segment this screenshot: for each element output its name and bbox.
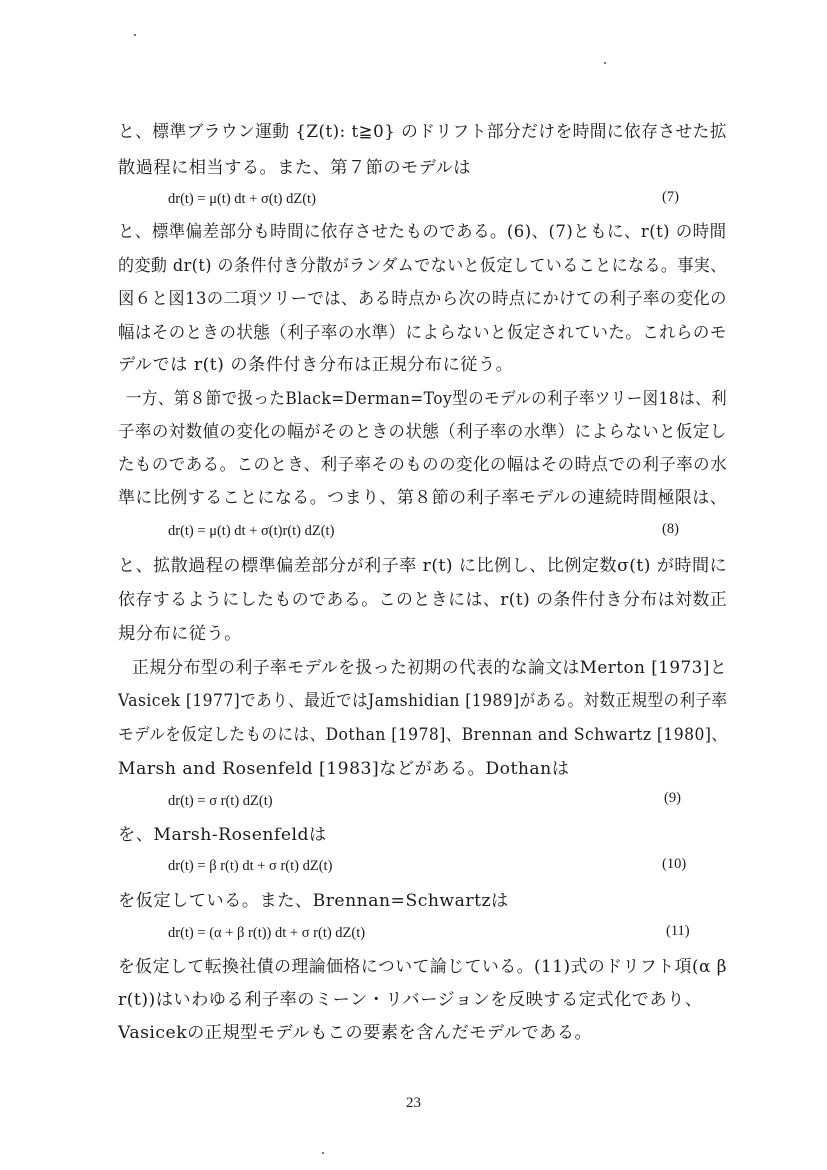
scan-speck bbox=[604, 62, 606, 64]
body-text-line: デルでは r(t) の条件付き分布は正規分布に従う。 bbox=[118, 355, 514, 375]
body-text-line: と、拡散過程の標準偏差部分が利子率 r(t) に比例し、比例定数σ(t) が時間に bbox=[118, 556, 728, 576]
body-text-line: 図６と図13の二項ツリーでは、ある時点から次の時点にかけての利子率の変化の bbox=[118, 289, 727, 309]
scan-speck bbox=[134, 34, 136, 36]
body-text-line: を仮定している。また、Brennan=Schwartzは bbox=[118, 891, 509, 911]
body-text-line: 的変動 dr(t) の条件付き分散がランダムでないと仮定していることになる。事実、 bbox=[118, 256, 727, 276]
equation-8-number: (8) bbox=[662, 521, 679, 537]
body-text-line: Vasicek [1977]であり、最近ではJamshidian [1989]がある。対数正規型の利子率 bbox=[118, 691, 728, 711]
body-text-line: モデルを仮定したものには、Dothan [1978]、Brennan and Schwartz [1980]、 bbox=[118, 725, 728, 745]
body-text-line: 準に比例することになる。つまり、第８節の利子率モデルの連続時間極限は、 bbox=[118, 488, 728, 508]
equation-7-number: (7) bbox=[662, 189, 679, 205]
body-text-line: を、Marsh-Rosenfeldは bbox=[118, 825, 327, 845]
body-text-line: r(t))はいわゆる利子率のミーン・リバージョンを反映する定式化であり、 bbox=[118, 990, 703, 1010]
body-text-line: Vasicekの正規型モデルもこの要素を含んだモデルである。 bbox=[118, 1023, 593, 1043]
body-text-line: たものである。このとき、利子率そのものの変化の幅はその時点での利子率の水 bbox=[118, 455, 728, 475]
equation-10: dr(t) = β r(t) dt + σ r(t) dZ(t) bbox=[168, 858, 333, 874]
body-text-line: 一方、第８節で扱ったBlack=Derman=Toy型のモデルの利子率ツリー図18は、利 bbox=[126, 389, 728, 409]
body-text-line: と、標準ブラウン運動 {Z(t): t≧0} のドリフト部分だけを時間に依存させた拡 bbox=[118, 122, 727, 142]
equation-11: dr(t) = (α + β r(t)) dt + σ r(t) dZ(t) bbox=[168, 925, 366, 941]
equation-10-number: (10) bbox=[662, 856, 687, 872]
body-text-line: 子率の対数値の変化の幅がそのときの状態（利子率の水準）によらないと仮定し bbox=[118, 422, 727, 442]
body-text-line: 幅はそのときの状態（利子率の水準）によらないと仮定されていた。これらのモ bbox=[118, 323, 727, 343]
body-text-line: を仮定して転換社債の理論価格について論じている。(11)式のドリフト項(α β bbox=[118, 957, 727, 977]
body-text-line: Marsh and Rosenfeld [1983]などがある。Dothanは bbox=[118, 759, 570, 779]
equation-9-number: (9) bbox=[664, 790, 681, 806]
body-text-line: 散過程に相当する。また、第７節のモデルは bbox=[118, 158, 471, 178]
equation-8: dr(t) = μ(t) dt + σ(t)r(t) dZ(t) bbox=[168, 523, 335, 539]
equation-7: dr(t) = μ(t) dt + σ(t) dZ(t) bbox=[168, 191, 316, 207]
equation-11-number: (11) bbox=[666, 923, 690, 939]
equation-9: dr(t) = σ r(t) dZ(t) bbox=[168, 793, 273, 809]
scan-speck bbox=[322, 1152, 324, 1154]
body-text-line: と、標準偏差部分も時間に依存させたものである。(6)、(7)ともに、r(t) の時間 bbox=[118, 222, 727, 242]
body-text-line: 依存するようにしたものである。このときには、r(t) の条件付き分布は対数正 bbox=[118, 590, 728, 610]
page-number: 23 bbox=[406, 1095, 421, 1111]
body-text-line: 正規分布型の利子率モデルを扱った初期の代表的な論文はMerton [1973]と bbox=[132, 658, 728, 678]
body-text-line: 規分布に従う。 bbox=[118, 624, 242, 644]
